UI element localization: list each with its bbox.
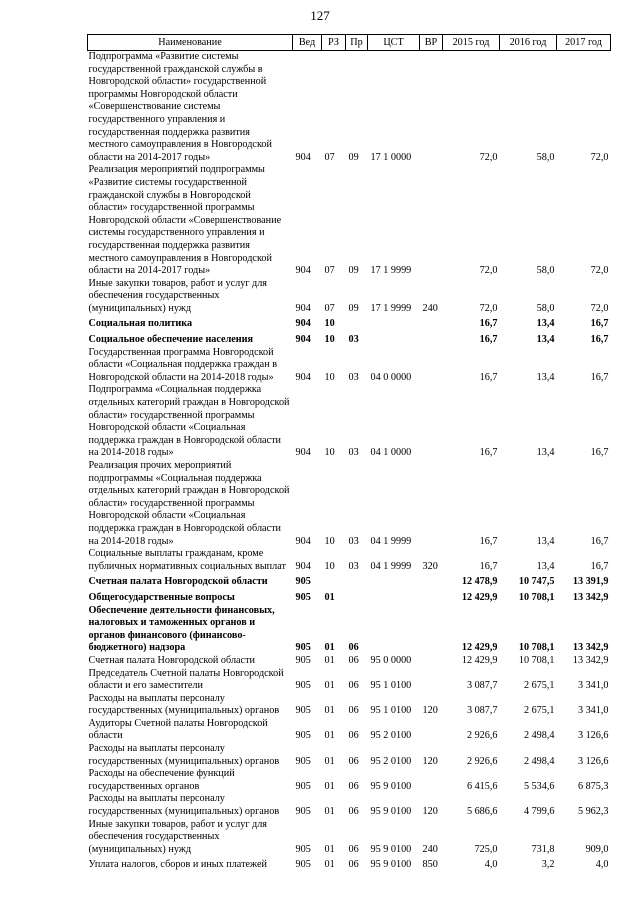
cell-cst	[368, 589, 420, 605]
cell-2015: 2 926,6	[466, 755, 498, 767]
cell-2015: 2 926,6	[466, 730, 498, 742]
cell-2017: 16,7	[590, 371, 609, 383]
cell-pr: 03	[348, 334, 359, 346]
cell-pr: 06	[348, 780, 359, 792]
cell-name: Иные закупки товаров, работ и услуг для обеспечения государственных (муниципальных) нужд	[88, 277, 267, 314]
cell-2017: 13 342,9	[572, 591, 609, 603]
cell-rz: 01	[324, 654, 335, 666]
table-row	[88, 793, 611, 818]
cell-2016: 2 675,1	[523, 705, 555, 717]
cell-cst: 04 1 0000	[370, 447, 412, 459]
cell-ved: 905	[295, 576, 311, 588]
table-row	[88, 856, 611, 872]
cell-2015: 4,0	[484, 859, 498, 871]
cell-2016: 13,4	[536, 334, 555, 346]
cell-pr: 06	[348, 755, 359, 767]
cell-2016: 10 708,1	[518, 642, 555, 654]
table-row	[88, 460, 611, 548]
cell-pr: 06	[348, 705, 359, 717]
cell-name: Обеспечение деятельности финансовых, налоговых и таможенных органов и органов финансового (финансово-бюджетного) надзора	[88, 604, 275, 654]
table-row	[88, 347, 611, 385]
cell-2016: 10 708,1	[518, 654, 555, 666]
cell-cst	[368, 331, 420, 347]
cell-ved: 905	[295, 859, 311, 871]
cell-name: Аудиторы Счетной палаты Новгородской области	[88, 717, 268, 742]
cell-vr	[420, 573, 443, 589]
cell-pr: 06	[348, 642, 359, 654]
cell-vr	[420, 164, 443, 277]
cell-2015: 12 429,9	[461, 642, 498, 654]
cell-ved: 905	[295, 680, 311, 692]
header-cst: ЦСТ	[368, 35, 420, 51]
cell-ved: 905	[295, 780, 311, 792]
cell-2016: 13,4	[536, 560, 555, 572]
cell-2015: 12 429,9	[461, 654, 498, 666]
cell-cst: 95 1 0100	[370, 705, 412, 717]
cell-name: Реализация прочих мероприятий подпрограммы «Социальная поддержка отдельных категорий граждан в Новгородской области» государственной программы Новгородской области «Социальная поддержка граждан в Новгородской области на 2014-2018 годы»	[88, 460, 290, 547]
cell-rz: 01	[324, 730, 335, 742]
cell-name: Счетная палата Новгородской области	[88, 576, 268, 588]
table-row	[88, 51, 611, 165]
cell-ved: 905	[295, 806, 311, 818]
cell-2017: 72,0	[590, 265, 609, 277]
cell-ved: 905	[295, 705, 311, 717]
cell-2017: 3 126,6	[577, 755, 609, 767]
header-2016: 2016 год	[500, 35, 557, 51]
cell-2017: 16,7	[590, 560, 609, 572]
cell-vr	[420, 668, 443, 693]
cell-ved: 904	[295, 302, 311, 314]
table-row	[88, 655, 611, 668]
cell-cst: 17 1 9999	[370, 265, 412, 277]
cell-2017: 16,7	[590, 334, 609, 346]
cell-rz: 01	[324, 806, 335, 818]
cell-vr: 240	[422, 843, 438, 855]
cell-pr: 03	[348, 447, 359, 459]
budget-table	[87, 34, 611, 872]
cell-2015: 6 415,6	[466, 780, 498, 792]
cell-pr: 03	[348, 535, 359, 547]
cell-pr: 06	[348, 654, 359, 666]
cell-rz: 01	[324, 755, 335, 767]
cell-2017: 72,0	[590, 302, 609, 314]
table-row	[88, 693, 611, 718]
cell-2015: 16,7	[479, 535, 498, 547]
cell-pr: 03	[348, 560, 359, 572]
cell-ved: 904	[295, 371, 311, 383]
cell-cst: 95 2 0100	[370, 755, 412, 767]
cell-vr	[420, 718, 443, 743]
cell-rz: 01	[324, 780, 335, 792]
table-row	[88, 668, 611, 693]
cell-2017: 3 126,6	[577, 730, 609, 742]
cell-cst: 95 0 0000	[370, 654, 412, 666]
cell-2017: 3 341,0	[577, 680, 609, 692]
table-row	[88, 718, 611, 743]
cell-pr: 06	[348, 806, 359, 818]
cell-vr	[420, 384, 443, 460]
cell-cst: 17 1 0000	[370, 151, 412, 163]
table-body	[88, 51, 611, 873]
table-row	[88, 315, 611, 331]
cell-cst: 95 9 0100	[370, 859, 412, 871]
header-rz: РЗ	[322, 35, 346, 51]
cell-pr	[346, 573, 368, 589]
cell-pr: 09	[348, 265, 359, 277]
cell-rz	[322, 573, 346, 589]
cell-2015: 72,0	[479, 151, 498, 163]
cell-2017: 16,7	[590, 447, 609, 459]
cell-rz: 10	[324, 334, 335, 346]
cell-ved: 904	[295, 535, 311, 547]
header-row	[88, 35, 611, 51]
cell-name: Счетная палата Новгородской области	[88, 654, 255, 666]
table-row	[88, 589, 611, 605]
cell-2015: 725,0	[474, 843, 498, 855]
cell-2017: 13 391,9	[572, 576, 609, 588]
cell-rz: 01	[324, 642, 335, 654]
cell-name: Иные закупки товаров, работ и услуг для обеспечения государственных (муниципальных) нужд	[88, 818, 267, 855]
cell-2016: 10 708,1	[518, 591, 555, 603]
table-row	[88, 573, 611, 589]
cell-vr	[420, 51, 443, 165]
cell-2016: 58,0	[536, 302, 555, 314]
cell-vr	[420, 331, 443, 347]
cell-2015: 16,7	[479, 334, 498, 346]
cell-rz: 07	[324, 151, 335, 163]
cell-pr: 09	[348, 302, 359, 314]
cell-name: Расходы на выплаты персоналу государственных (муниципальных) органов	[88, 793, 280, 818]
cell-pr: 03	[348, 371, 359, 383]
header-name: Наименование	[88, 35, 293, 51]
cell-vr: 240	[422, 302, 438, 314]
cell-2016: 3,2	[541, 859, 555, 871]
cell-rz: 01	[324, 705, 335, 717]
cell-2016: 731,8	[531, 843, 555, 855]
cell-vr: 120	[422, 806, 438, 818]
cell-pr: 09	[348, 151, 359, 163]
cell-name: Социальная политика	[88, 318, 193, 330]
cell-rz: 10	[324, 447, 335, 459]
cell-2015: 5 686,6	[466, 806, 498, 818]
cell-2017: 6 875,3	[577, 780, 609, 792]
cell-2017: 16,7	[590, 535, 609, 547]
cell-vr: 850	[422, 859, 438, 871]
cell-2017: 13 342,9	[572, 642, 609, 654]
page-number: 127	[310, 8, 330, 23]
cell-name: Государственная программа Новгородской области «Социальная поддержка граждан в Новгородской области на 2014-2018 годы»	[88, 346, 278, 383]
cell-2017: 72,0	[590, 151, 609, 163]
cell-name: Подпрограмма «Развитие системы государственной гражданской службы в Новгородской области» государственной программы Новгородской области «Совершенствование системы государственного управления и государственная поддержка развития местного самоуправления в Новгородской области на 2014-2017 годы»	[88, 51, 272, 163]
cell-2015: 12 429,9	[461, 591, 498, 603]
cell-vr	[420, 655, 443, 668]
table-row	[88, 819, 611, 857]
cell-vr: 320	[422, 560, 438, 572]
cell-cst: 95 2 0100	[370, 730, 412, 742]
cell-2016: 5 534,6	[523, 780, 555, 792]
header-vr: ВР	[420, 35, 443, 51]
cell-2016: 2 498,4	[523, 730, 555, 742]
cell-cst	[368, 315, 420, 331]
cell-vr: 120	[422, 705, 438, 717]
cell-2016: 58,0	[536, 265, 555, 277]
header-2017: 2017 год	[557, 35, 611, 51]
cell-pr: 06	[348, 859, 359, 871]
cell-cst: 95 9 0100	[370, 806, 412, 818]
cell-2016: 13,4	[536, 447, 555, 459]
cell-cst: 04 0 0000	[370, 371, 412, 383]
cell-name: Социальные выплаты гражданам, кроме публичных нормативных социальных выплат	[88, 548, 286, 572]
cell-ved: 905	[295, 843, 311, 855]
cell-vr	[420, 768, 443, 793]
cell-2017: 4,0	[595, 859, 609, 871]
cell-ved: 905	[295, 730, 311, 742]
cell-vr	[420, 460, 443, 548]
cell-ved: 905	[295, 654, 311, 666]
table-row	[88, 768, 611, 793]
cell-cst: 04 1 9999	[370, 535, 412, 547]
cell-name: Реализация мероприятий подпрограммы «Развитие системы государственной гражданской службы в Новгородской области» государственной программы Новгородской области «Совершенствование системы государственного управления и государственная поддержка развития местного самоуправления в Новгородской области на 2014-2017 годы»	[88, 164, 282, 277]
cell-cst	[368, 605, 420, 655]
cell-pr: 06	[348, 680, 359, 692]
cell-2015: 16,7	[479, 560, 498, 572]
cell-ved: 905	[295, 591, 311, 603]
header-2015: 2015 год	[443, 35, 500, 51]
cell-name: Социальное обеспечение населения	[88, 334, 254, 346]
cell-cst: 95 1 0100	[370, 680, 412, 692]
cell-2015: 72,0	[479, 265, 498, 277]
cell-ved: 904	[295, 560, 311, 572]
cell-rz: 10	[324, 371, 335, 383]
cell-cst: 04 1 9999	[370, 560, 412, 572]
cell-vr	[420, 589, 443, 605]
cell-pr: 06	[348, 730, 359, 742]
cell-2016: 10 747,5	[518, 576, 555, 588]
table-row	[88, 164, 611, 277]
cell-cst: 95 9 0100	[370, 843, 412, 855]
cell-2017: 909,0	[585, 843, 609, 855]
cell-pr: 06	[348, 843, 359, 855]
cell-2015: 16,7	[479, 371, 498, 383]
cell-cst: 95 9 0100	[370, 780, 412, 792]
header-pr: Пр	[346, 35, 368, 51]
table-row	[88, 548, 611, 573]
cell-name: Общегосударственные вопросы	[88, 591, 235, 603]
cell-ved: 904	[295, 151, 311, 163]
cell-2016: 2 675,1	[523, 680, 555, 692]
cell-2016: 2 498,4	[523, 755, 555, 767]
cell-rz: 10	[324, 535, 335, 547]
cell-2017: 5 962,3	[577, 806, 609, 818]
cell-name: Расходы на выплаты персоналу государственных (муниципальных) органов	[88, 743, 280, 767]
cell-2016: 13,4	[536, 371, 555, 383]
cell-2016: 13,4	[536, 535, 555, 547]
cell-rz: 01	[324, 591, 335, 603]
cell-ved: 904	[295, 318, 311, 330]
cell-rz: 10	[324, 318, 335, 330]
cell-vr	[420, 605, 443, 655]
cell-vr	[420, 315, 443, 331]
cell-2017: 3 341,0	[577, 705, 609, 717]
cell-2016: 58,0	[536, 151, 555, 163]
cell-name: Уплата налогов, сборов и иных платежей	[88, 859, 267, 871]
cell-name: Председатель Счетной палаты Новгородской области и его заместители	[88, 667, 284, 692]
cell-rz: 07	[324, 302, 335, 314]
cell-pr	[346, 589, 368, 605]
cell-2016: 13,4	[536, 318, 555, 330]
cell-cst	[368, 573, 420, 589]
table-row	[88, 384, 611, 460]
table-row	[88, 331, 611, 347]
table-row	[88, 605, 611, 655]
table-row	[88, 743, 611, 768]
cell-2015: 3 087,7	[466, 705, 498, 717]
cell-name: Подпрограмма «Социальная поддержка отдельных категорий граждан в Новгородской области» государственной программы Новгородской области «Социальная поддержка граждан в Новгородской области на 2014-2018 годы»	[88, 384, 290, 459]
cell-ved: 904	[295, 265, 311, 277]
cell-name: Расходы на выплаты персоналу государственных (муниципальных) органов	[88, 692, 280, 717]
cell-ved: 904	[295, 334, 311, 346]
cell-vr	[420, 347, 443, 385]
cell-2015: 16,7	[479, 318, 498, 330]
cell-2016: 4 799,6	[523, 806, 555, 818]
cell-2015: 16,7	[479, 447, 498, 459]
cell-vr: 120	[422, 755, 438, 767]
cell-name: Расходы на обеспечение функций государственных органов	[88, 768, 235, 792]
cell-rz: 01	[324, 680, 335, 692]
header-ved: Вед	[293, 35, 322, 51]
cell-pr	[346, 315, 368, 331]
cell-rz: 07	[324, 265, 335, 277]
table-row	[88, 278, 611, 316]
cell-2015: 12 478,9	[461, 576, 498, 588]
cell-rz: 01	[324, 843, 335, 855]
cell-2015: 72,0	[479, 302, 498, 314]
cell-2017: 13 342,9	[572, 654, 609, 666]
cell-cst: 17 1 9999	[370, 302, 412, 314]
cell-ved: 905	[295, 642, 311, 654]
cell-2015: 3 087,7	[466, 680, 498, 692]
cell-2017: 16,7	[590, 318, 609, 330]
cell-ved: 904	[295, 447, 311, 459]
cell-rz: 01	[324, 859, 335, 871]
cell-rz: 10	[324, 560, 335, 572]
cell-ved: 905	[295, 755, 311, 767]
